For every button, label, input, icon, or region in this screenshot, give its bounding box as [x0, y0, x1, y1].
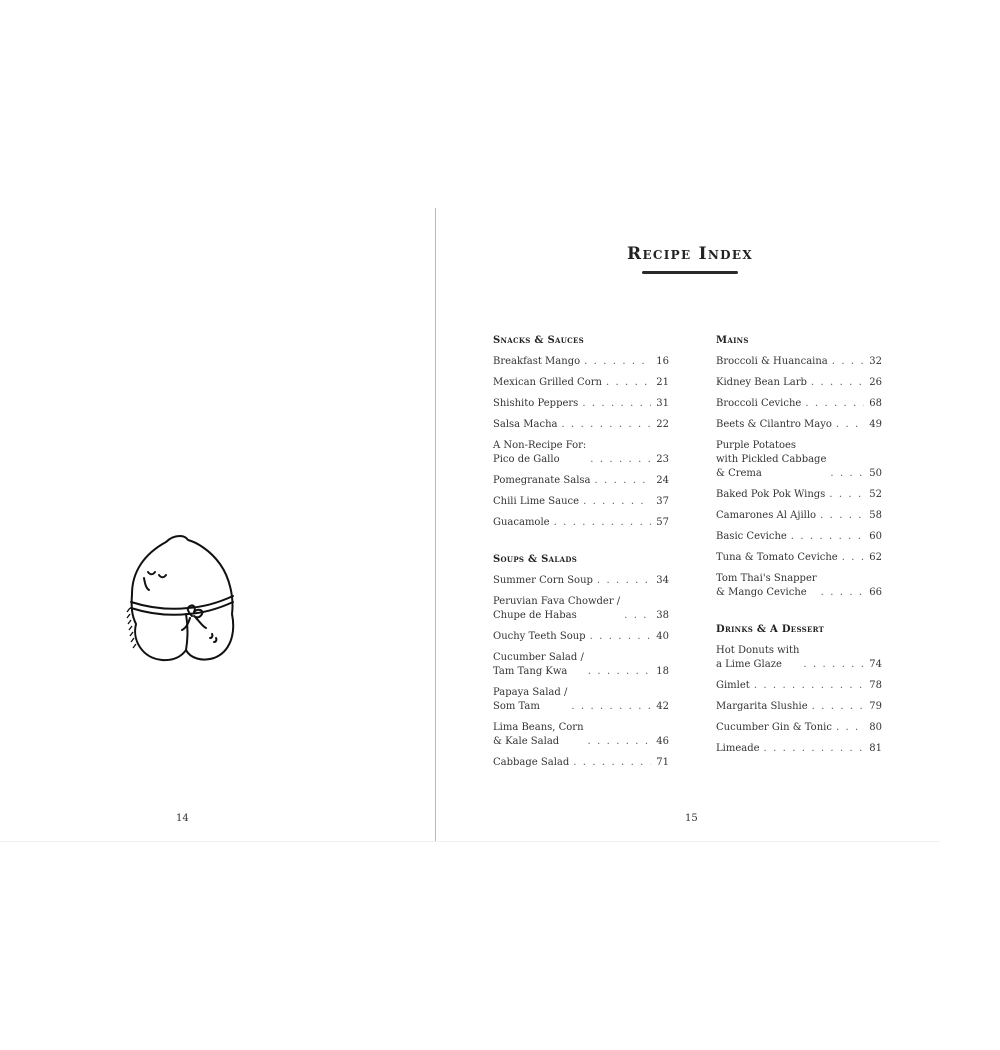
recipe-name: Breakfast Mango — [493, 356, 581, 367]
section-heading: Soups & Salads — [493, 554, 578, 565]
index-entry — [716, 551, 882, 565]
index-entry — [716, 376, 882, 390]
index-section — [716, 624, 882, 756]
dot-leader — [829, 488, 864, 502]
spread-edge — [0, 841, 940, 842]
dot-leader — [595, 474, 651, 488]
index-entry — [716, 509, 882, 523]
recipe-page-number: 66 — [869, 587, 882, 598]
page-title: Recipe Index — [627, 244, 753, 264]
dot-leader — [754, 679, 864, 693]
dot-leader — [590, 630, 651, 644]
recipe-page-number: 62 — [869, 552, 882, 563]
index-column-left — [493, 335, 669, 794]
dot-leader — [820, 509, 864, 523]
index-entry — [493, 721, 669, 749]
section-heading: Mains — [716, 335, 749, 346]
recipe-name: Cucumber Salad / Tam Tang Kwa — [493, 652, 584, 677]
page-gutter — [435, 208, 436, 841]
dot-leader — [832, 355, 864, 369]
index-entry — [716, 397, 882, 411]
recipe-page-number: 21 — [656, 377, 669, 388]
recipe-page-number: 34 — [656, 575, 669, 586]
index-entry — [716, 418, 882, 432]
index-entry — [493, 418, 669, 432]
recipe-page-number: 24 — [656, 475, 669, 486]
dot-leader — [571, 700, 651, 714]
dot-leader — [554, 516, 651, 530]
dot-leader — [764, 742, 864, 756]
recipe-page-number: 80 — [869, 722, 882, 733]
recipe-page-number: 57 — [656, 517, 669, 528]
recipe-name: Basic Ceviche — [716, 531, 787, 542]
dot-leader — [588, 735, 651, 749]
recipe-name: Baked Pok Pok Wings — [716, 489, 826, 500]
dot-leader — [821, 586, 864, 600]
recipe-name: Cabbage Salad — [493, 757, 570, 768]
index-entry — [716, 700, 882, 714]
recipe-page-number: 42 — [656, 701, 669, 712]
recipe-page-number: 71 — [656, 757, 669, 768]
recipe-page-number: 40 — [656, 631, 669, 642]
dot-leader — [597, 574, 651, 588]
recipe-page-number: 79 — [869, 701, 882, 712]
index-entry — [493, 574, 669, 588]
recipe-name: Hot Donuts with a Lime Glaze — [716, 645, 800, 670]
dot-leader — [606, 376, 651, 390]
recipe-page-number: 26 — [869, 377, 882, 388]
index-entry — [493, 495, 669, 509]
index-entry — [493, 651, 669, 679]
recipe-page-number: 16 — [656, 356, 669, 367]
recipe-name: Chili Lime Sauce — [493, 496, 580, 507]
recipe-page-number: 18 — [656, 666, 669, 677]
recipe-page-number: 38 — [656, 610, 669, 621]
recipe-name: Limeade — [716, 743, 760, 754]
recipe-name: Shishito Peppers — [493, 398, 579, 409]
recipe-page-number: 22 — [656, 419, 669, 430]
index-entry — [493, 397, 669, 411]
recipe-page-number: 58 — [869, 510, 882, 521]
index-entry — [716, 572, 882, 600]
section-heading: Drinks & A Dessert — [716, 624, 825, 635]
index-entry — [493, 355, 669, 369]
recipe-name: Cucumber Gin & Tonic — [716, 722, 832, 733]
index-entry — [716, 644, 882, 672]
recipe-page-number: 37 — [656, 496, 669, 507]
index-entry — [493, 474, 669, 488]
recipe-name: Beets & Cilantro Mayo — [716, 419, 832, 430]
index-entry — [716, 742, 882, 756]
recipe-name: Gimlet — [716, 680, 750, 691]
dot-leader — [836, 418, 864, 432]
lime-in-bikini-bottom-icon — [122, 528, 242, 668]
recipe-page-number: 50 — [869, 468, 882, 479]
index-entry — [493, 686, 669, 714]
dot-leader — [588, 665, 651, 679]
index-entry — [716, 488, 882, 502]
recipe-name: Summer Corn Soup — [493, 575, 593, 586]
index-entry — [493, 756, 669, 770]
dot-leader — [805, 397, 864, 411]
recipe-name: Pomegranate Salsa — [493, 475, 591, 486]
index-column-right — [716, 335, 882, 780]
recipe-name: Guacamole — [493, 517, 550, 528]
recipe-name: Kidney Bean Larb — [716, 377, 807, 388]
dot-leader — [830, 467, 864, 481]
right-page-number: 15 — [685, 813, 698, 824]
index-entry — [716, 355, 882, 369]
dot-leader — [811, 376, 864, 390]
index-entry — [493, 516, 669, 530]
index-entry — [716, 679, 882, 693]
recipe-page-number: 49 — [869, 419, 882, 430]
recipe-name: Camarones Al Ajillo — [716, 510, 817, 521]
dot-leader — [573, 756, 651, 770]
recipe-page-number: 46 — [656, 736, 669, 747]
index-entry — [493, 376, 669, 390]
recipe-page-number: 23 — [656, 454, 669, 465]
recipe-name: Mexican Grilled Corn — [493, 377, 602, 388]
recipe-name: Lima Beans, Corn & Kale Salad — [493, 722, 584, 747]
recipe-page-number: 74 — [869, 659, 882, 670]
dot-leader — [624, 609, 651, 623]
dot-leader — [582, 397, 651, 411]
recipe-page-number: 68 — [869, 398, 882, 409]
left-page-number: 14 — [176, 813, 189, 824]
dot-leader — [583, 495, 651, 509]
index-section — [493, 554, 669, 770]
recipe-name: Broccoli & Huancaina — [716, 356, 828, 367]
recipe-name: Broccoli Ceviche — [716, 398, 802, 409]
recipe-name: Purple Potatoes with Pickled Cabbage & Crema — [716, 440, 827, 479]
index-entry — [716, 721, 882, 735]
recipe-name: Margarita Slushie — [716, 701, 808, 712]
recipe-page-number: 31 — [656, 398, 669, 409]
dot-leader — [812, 700, 864, 714]
index-entry — [493, 439, 669, 467]
dot-leader — [562, 418, 652, 432]
index-entry — [493, 595, 669, 623]
recipe-page-number: 60 — [869, 531, 882, 542]
index-entry — [493, 630, 669, 644]
recipe-name: Peruvian Fava Chowder / Chupe de Habas — [493, 596, 621, 621]
index-section — [493, 335, 669, 530]
dot-leader — [803, 658, 864, 672]
recipe-name: Papaya Salad / Som Tam — [493, 687, 568, 712]
recipe-name: Tom Thai's Snapper & Mango Ceviche — [716, 573, 817, 598]
recipe-name: Tuna & Tomato Ceviche — [716, 552, 838, 563]
recipe-page-number: 78 — [869, 680, 882, 691]
dot-leader — [590, 453, 651, 467]
index-section — [716, 335, 882, 600]
dot-leader — [584, 355, 651, 369]
index-entry — [716, 530, 882, 544]
recipe-page-number: 52 — [869, 489, 882, 500]
title-underline — [642, 271, 738, 274]
dot-leader — [836, 721, 864, 735]
index-entry — [716, 439, 882, 481]
dot-leader — [842, 551, 864, 565]
recipe-name: Salsa Macha — [493, 419, 558, 430]
section-heading: Snacks & Sauces — [493, 335, 584, 346]
recipe-page-number: 32 — [869, 356, 882, 367]
recipe-page-number: 81 — [869, 743, 882, 754]
recipe-name: A Non-Recipe For: Pico de Gallo — [493, 440, 587, 465]
dot-leader — [791, 530, 864, 544]
recipe-name: Ouchy Teeth Soup — [493, 631, 586, 642]
